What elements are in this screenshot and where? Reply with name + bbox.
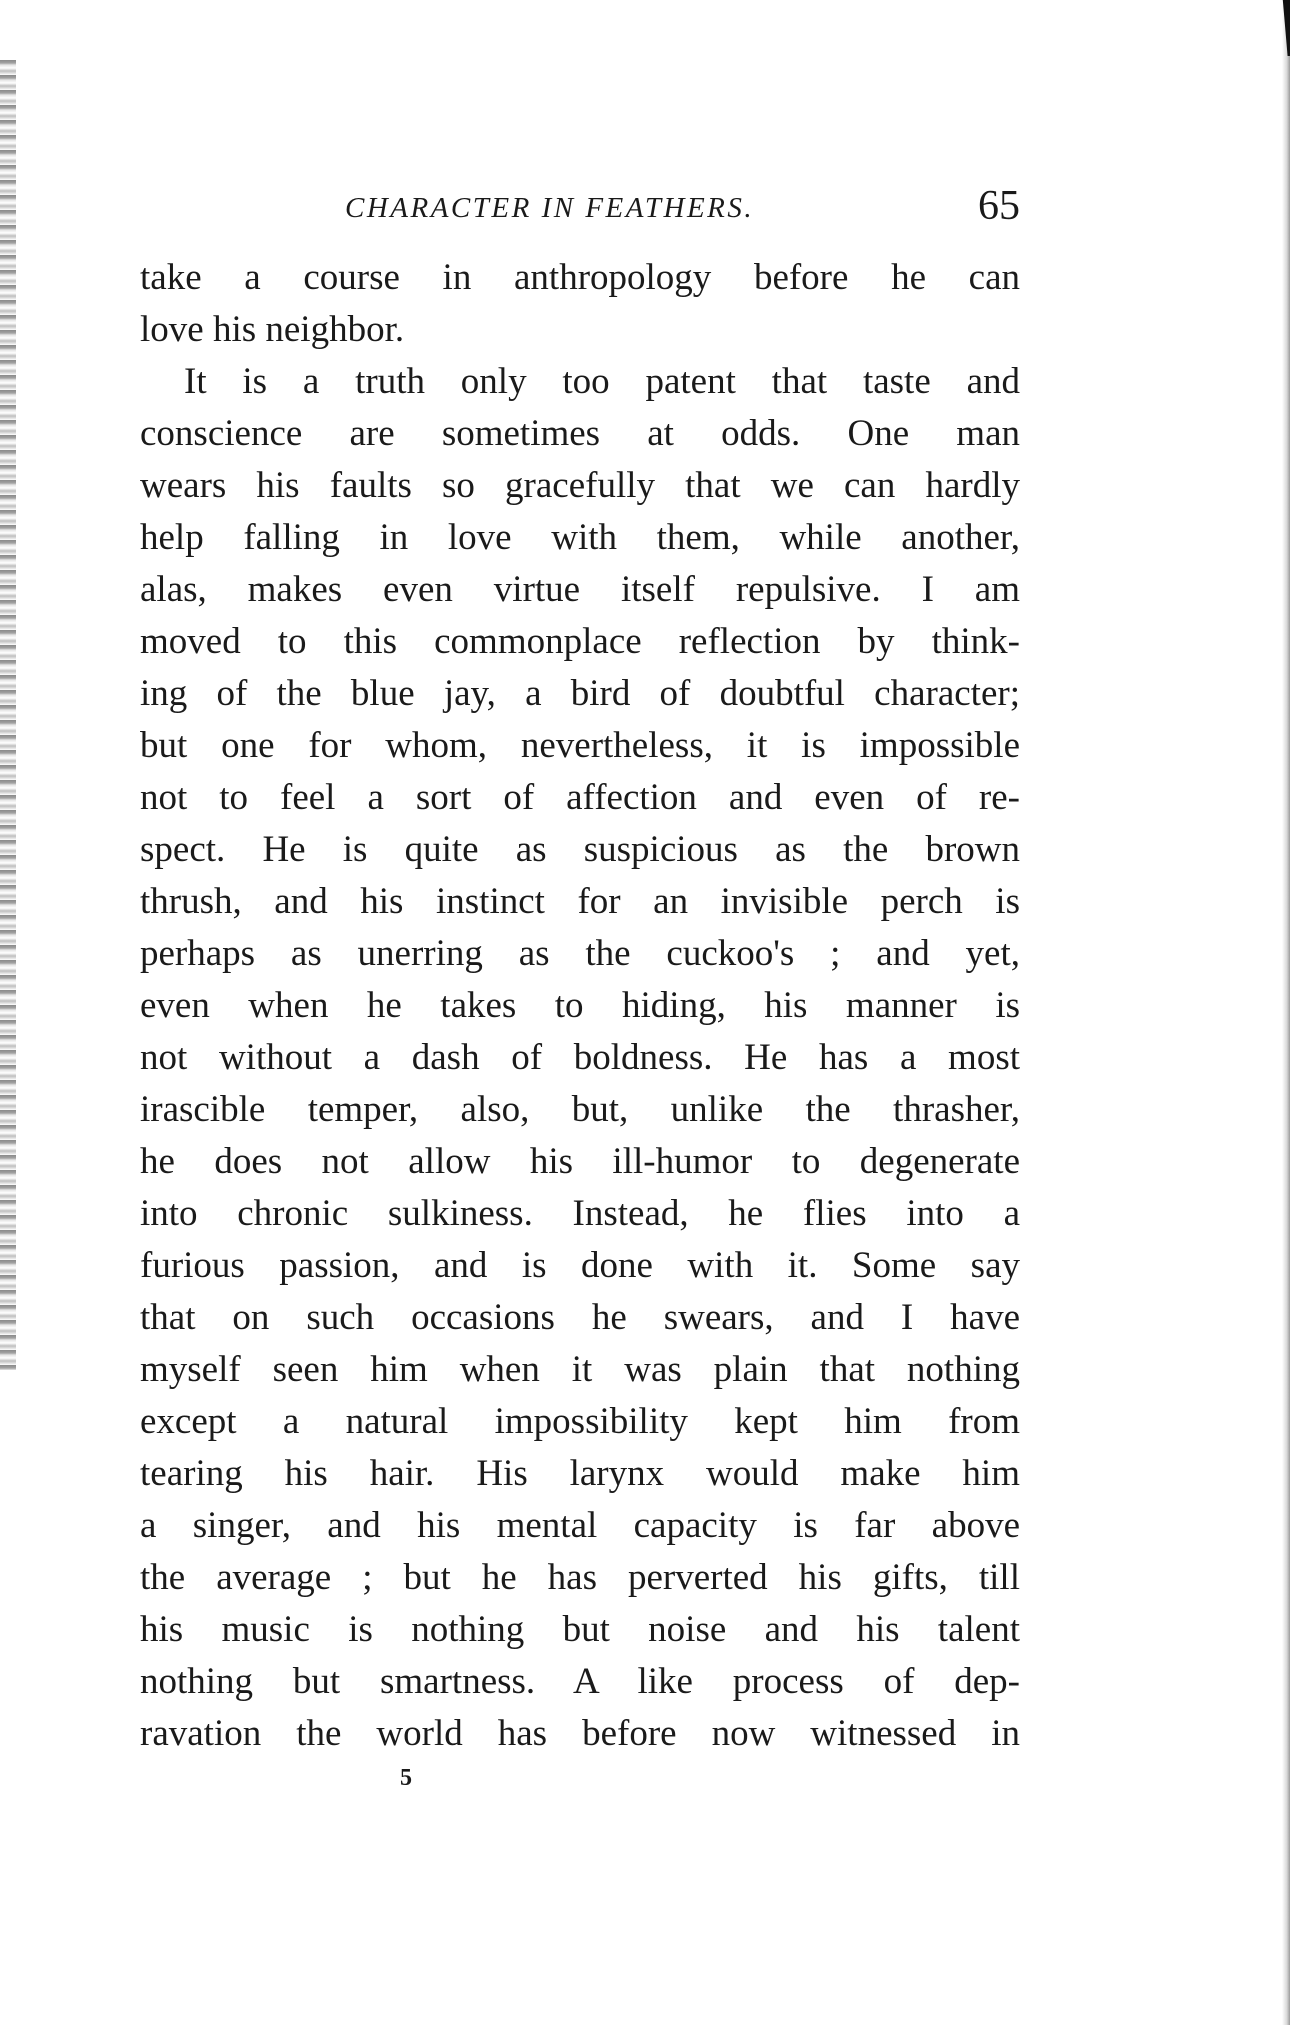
text-line: conscience are sometimes at odds. One man [140, 413, 1020, 454]
text-line: the average ; but he has perverted his gifts, till [140, 1557, 1020, 1598]
running-head [140, 180, 1020, 240]
book-page [140, 180, 1020, 1800]
running-title: CHARACTER IN FEATHERS. [345, 192, 755, 224]
text-line: furious passion, and is done with it. Some say [140, 1245, 1020, 1286]
text-line: except a natural impossibility kept him from [140, 1401, 1020, 1442]
text-line: It is a truth only too patent that taste and [184, 361, 1020, 402]
signature-mark: 5 [400, 1765, 412, 1791]
body-text [140, 252, 1020, 1760]
text-line: help falling in love with them, while another, [140, 517, 1020, 558]
text-line: perhaps as unerring as the cuckoo's ; and yet, [140, 933, 1020, 974]
text-line: spect. He is quite as suspicious as the brown [140, 829, 1020, 870]
text-line: irascible temper, also, but, unlike the thrasher, [140, 1089, 1020, 1130]
text-line: love his neighbor. [140, 309, 405, 350]
text-line: tearing his hair. His larynx would make him [140, 1453, 1020, 1494]
text-line: not to feel a sort of affection and even of re- [140, 777, 1020, 818]
text-line: ing of the blue jay, a bird of doubtful character; [140, 673, 1020, 714]
text-line: ravation the world has before now witnessed in [140, 1713, 1020, 1754]
text-line: that on such occasions he swears, and I have [140, 1297, 1020, 1338]
text-line: but one for whom, nevertheless, it is impossible [140, 725, 1020, 766]
text-line: into chronic sulkiness. Instead, he flies into a [140, 1193, 1020, 1234]
text-line: not without a dash of boldness. He has a most [140, 1037, 1020, 1078]
text-line: he does not allow his ill-humor to degenerate [140, 1141, 1020, 1182]
text-line: his music is nothing but noise and his talent [140, 1609, 1020, 1650]
text-line: take a course in anthropology before he can [140, 257, 1020, 298]
text-line: nothing but smartness. A like process of dep- [140, 1661, 1020, 1702]
page-number: 65 [978, 183, 1020, 229]
text-line: wears his faults so gracefully that we can hardly [140, 465, 1020, 506]
text-line: myself seen him when it was plain that nothing [140, 1349, 1020, 1390]
text-line: a singer, and his mental capacity is far above [140, 1505, 1020, 1546]
text-line: even when he takes to hiding, his manner is [140, 985, 1020, 1026]
page-edge-right [1282, 0, 1290, 2025]
text-line: thrush, and his instinct for an invisible perch is [140, 881, 1020, 922]
text-line: alas, makes even virtue itself repulsive. I am [140, 569, 1020, 610]
page-edge-shadow [0, 60, 16, 1370]
text-line: moved to this commonplace reflection by think- [140, 621, 1020, 662]
